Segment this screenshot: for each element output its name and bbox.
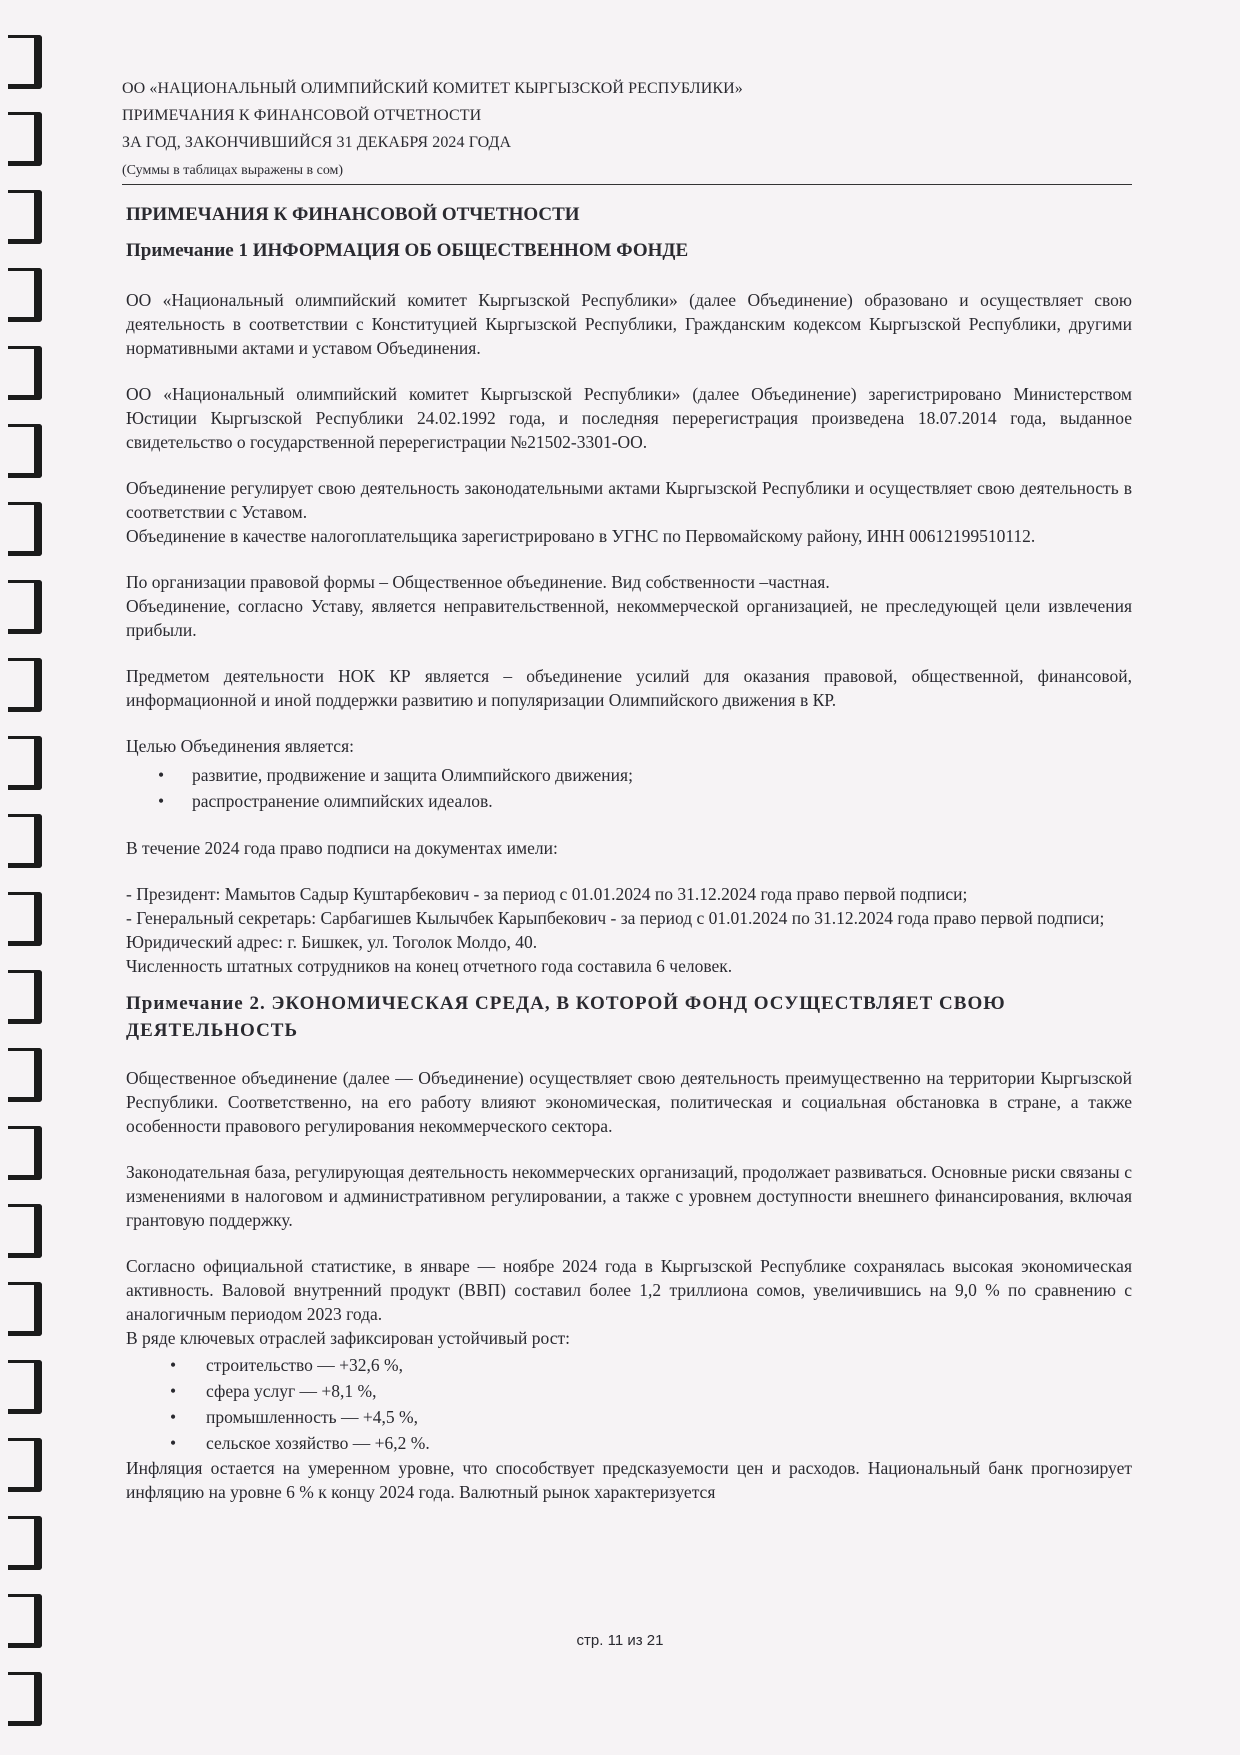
paragraph: Предметом деятельности НОК КР является – объединение усилий для оказания правовой, общественной, финансовой, информационной и иной поддержки развитию и популяризации Олимпийского движения в КР. [126, 666, 1132, 710]
signatory-secretary: - Генеральный секретарь: Сарбагишев Кылычбек Карыпбекович - за период с 01.01.2024 по 31.12.2024 года право первой подписи; [126, 908, 1105, 928]
bullet-icon: • [158, 765, 165, 785]
growth-list [126, 1352, 1132, 1456]
document-body [126, 200, 1132, 1504]
binding-mark [8, 970, 42, 1024]
header-organization: ОО «НАЦИОНАЛЬНЫЙ ОЛИМПИЙСКИЙ КОМИТЕТ КЫРГЫЗСКОЙ РЕСПУБЛИКИ» [122, 80, 743, 97]
bullet-icon: • [170, 1433, 177, 1453]
list-item: • развитие, продвижение и защита Олимпийского движения; [192, 762, 1132, 788]
binding-mark [8, 112, 42, 166]
binding-mark [8, 424, 42, 478]
paragraph: Объединение регулирует свою деятельность законодательными актами Кыргызской Республики и осуществляет свою деятельность в соответствии с Уставом. [126, 478, 1132, 522]
header-currency-note: (Суммы в таблицах выражены в сом) [122, 160, 1132, 185]
signatory-president: - Президент: Мамытов Садыр Куштарбекович - за период с 01.01.2024 по 31.12.2024 года право первой подписи; [126, 884, 968, 904]
bullet-icon: • [170, 1407, 177, 1427]
header-period: ЗА ГОД, ЗАКОНЧИВШИЙСЯ 31 ДЕКАБРЯ 2024 ГОДА [122, 134, 512, 151]
binding-mark [8, 1672, 42, 1726]
paragraph: ОО «Национальный олимпийский комитет Кыргызской Республики» (далее Объединение) образовано и осуществляет свою деятельность в соответствии с Конституцией Кыргызской Республики, Гражданским кодексом Кыргызской Республики, другими нормативными актами и уставом Объединения. [126, 290, 1132, 358]
list-item: • промышленность — +4,5 %, [206, 1404, 1132, 1430]
binding-mark [8, 35, 42, 89]
binding-mark [8, 658, 42, 712]
binding-mark [8, 346, 42, 400]
bullet-icon: • [158, 791, 165, 811]
growth-intro: В ряде ключевых отраслей зафиксирован устойчивый рост: [126, 1328, 570, 1348]
bullet-icon: • [170, 1381, 177, 1401]
binding-mark [8, 1282, 42, 1336]
section-1-heading: Примечание 1 ИНФОРМАЦИЯ ОБ ОБЩЕСТВЕННОМ ФОНДЕ [126, 240, 689, 261]
section-2-heading: Примечание 2. ЭКОНОМИЧЕСКАЯ СРЕДА, В КОТОРОЙ ФОНД ОСУЩЕСТВЛЯЕТ СВОЮ ДЕЯТЕЛЬНОСТЬ [126, 993, 1006, 1041]
signatories-intro: В течение 2024 года право подписи на документах имели: [126, 838, 558, 858]
binding-mark [8, 580, 42, 634]
list-item: • строительство — +32,6 %, [206, 1352, 1132, 1378]
goals-list [126, 762, 1132, 814]
paragraph: Законодательная база, регулирующая деятельность некоммерческих организаций, продолжает развиваться. Основные риски связаны с изменениями в налоговом и административном регулировании, а также с уровнем доступности внешнего финансирования, включая грантовую поддержку. [126, 1162, 1132, 1230]
binding-edge [0, 0, 60, 1755]
paragraph: Инфляция остается на умеренном уровне, что способствует предсказуемости цен и расходов. Национальный банк прогнозирует инфляцию на уровне 6 % к концу 2024 года. Валютный рынок характеризуется [126, 1458, 1132, 1502]
binding-mark [8, 892, 42, 946]
binding-mark [8, 1360, 42, 1414]
list-item: • сельское хозяйство — +6,2 %. [206, 1430, 1132, 1456]
binding-mark [8, 736, 42, 790]
paragraph: ОО «Национальный олимпийский комитет Кыргызской Республики» (далее Объединение) зарегистрировано Министерством Юстиции Кыргызской Республики 24.02.1992 года, и последняя перерегистрация произведена 18.07.2014 года, выданное свидетельство о государственной перерегистрации №21502-3301-ОО. [126, 384, 1132, 452]
binding-mark [8, 190, 42, 244]
binding-mark [8, 268, 42, 322]
binding-mark [8, 814, 42, 868]
bullet-icon: • [170, 1355, 177, 1375]
binding-mark [8, 1204, 42, 1258]
legal-address: Юридический адрес: г. Бишкек, ул. Тоголок Молдо, 40. [126, 932, 538, 952]
binding-mark [8, 1516, 42, 1570]
page-number: стр. 11 из 21 [576, 1632, 664, 1649]
list-item: • распространение олимпийских идеалов. [192, 788, 1132, 814]
staff-count: Численность штатных сотрудников на конец отчетного года составила 6 человек. [126, 956, 733, 976]
binding-mark [8, 1048, 42, 1102]
goals-intro: Целью Объединения является: [126, 736, 354, 756]
page-title: ПРИМЕЧАНИЯ К ФИНАНСОВОЙ ОТЧЕТНОСТИ [126, 204, 580, 225]
list-item: • сфера услуг — +8,1 %, [206, 1378, 1132, 1404]
binding-mark [8, 1438, 42, 1492]
header-report-title: ПРИМЕЧАНИЯ К ФИНАНСОВОЙ ОТЧЕТНОСТИ [122, 107, 482, 124]
paragraph: Объединение в качестве налогоплательщика зарегистрировано в УГНС по Первомайскому району, ИНН 00612199510112. [126, 526, 1036, 546]
document-header [122, 75, 1132, 185]
paragraph: Согласно официальной статистике, в январе — ноябре 2024 года в Кыргызской Республике сохранялась высокая экономическая активность. Валовой внутренний продукт (ВВП) составил более 1,2 триллиона сомов, увеличившись на 9,0 % по сравнению с аналогичным периодом 2023 года. [126, 1256, 1132, 1324]
paragraph: Общественное объединение (далее — Объединение) осуществляет свою деятельность преимущественно на территории Кыргызской Республики. Соответственно, на его работу влияют экономическая, политическая и социальная обстановка в стране, а также особенности правового регулирования некоммерческого сектора. [126, 1068, 1132, 1136]
paragraph: По организации правовой формы – Общественное объединение. Вид собственности –частная. [126, 572, 830, 592]
binding-mark [8, 502, 42, 556]
binding-mark [8, 1126, 42, 1180]
paragraph: Объединение, согласно Уставу, является неправительственной, некоммерческой организацией, не преследующей цели извлечения прибыли. [126, 596, 1132, 640]
